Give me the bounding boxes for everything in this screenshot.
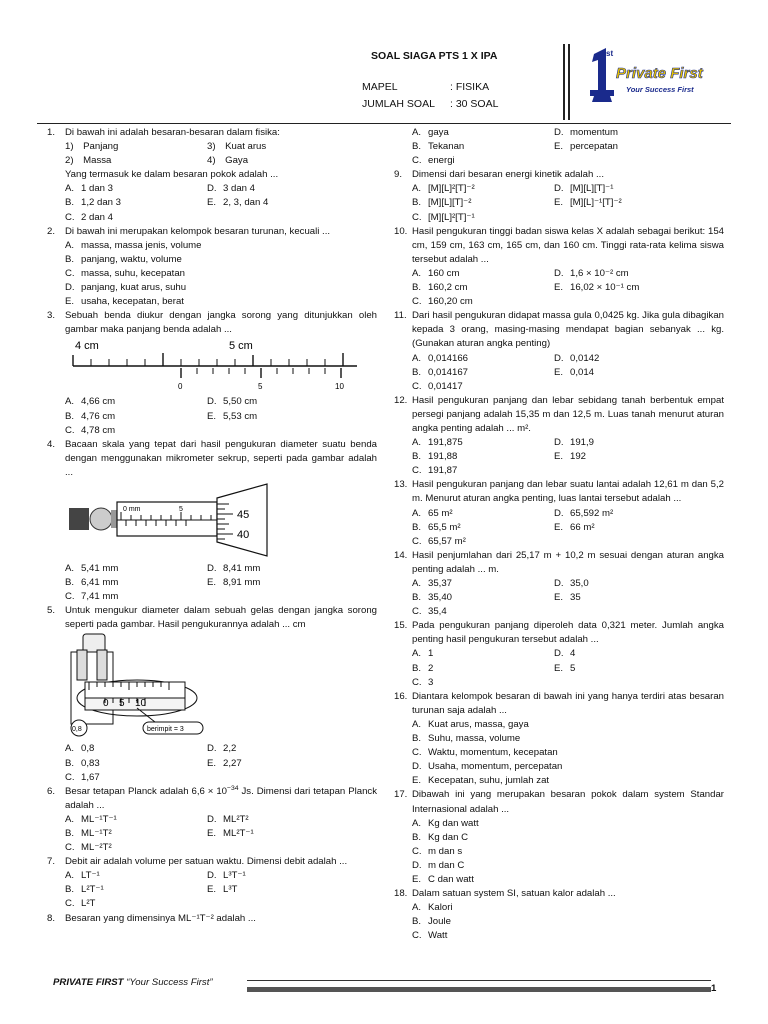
answer-option[interactable]: A. massa, massa jenis, volume — [65, 239, 202, 251]
list-item: 1) Panjang — [65, 141, 119, 153]
question-10 — [394, 225, 724, 310]
answer-option[interactable]: B. Tekanan — [412, 141, 465, 153]
answer-options — [65, 239, 377, 309]
answer-options — [412, 901, 724, 943]
svg-text:5: 5 — [119, 698, 125, 710]
answer-options — [412, 436, 724, 478]
question-text: Hasil pengukuran panjang dan lebar suatu lantai adalah 12,61 m dan 5,2 m. Menurut aturan angka penting, luas lantai tersebut adalah ... — [412, 479, 724, 505]
question-2 — [47, 225, 377, 310]
header-divider — [568, 44, 570, 120]
question-7 — [47, 855, 377, 911]
answer-option[interactable]: A. Kuat arus, massa, gaya — [412, 718, 529, 730]
answer-option[interactable]: A. Kalori — [412, 902, 453, 914]
answer-option[interactable]: B. 2 — [412, 662, 434, 674]
question-text: Dari hasil pengukuran didapat massa gula 0,0425 kg. Jika gula dibagikan kepada 3 orang, masing-masing mendapat bagian sebanyak ... kg. (Gunakan aturan angka penting) — [412, 310, 724, 350]
answer-option[interactable]: E. 192 — [554, 451, 587, 463]
answer-option[interactable]: A. 160 cm — [412, 267, 460, 279]
question-text: Dibawah ini yang merupakan besaran pokok dalam system Standar Internasional adalah ... — [412, 789, 724, 815]
answer-option[interactable]: C. 191,87 — [412, 465, 458, 477]
answer-options — [65, 395, 377, 437]
answer-option[interactable]: E. percepatan — [554, 141, 619, 153]
answer-option[interactable]: B. Kg dan C — [412, 831, 469, 843]
answer-options — [412, 718, 724, 788]
answer-option[interactable]: B. 0,83 — [65, 757, 100, 769]
answer-option[interactable]: E. 16,02 × 10⁻¹ cm — [554, 282, 640, 294]
question-8 — [47, 912, 377, 926]
question-text: Dimensi dari besaran energi kinetik adalah ... — [412, 169, 604, 181]
caliper-glass-icon — [65, 632, 215, 742]
question-number: 5. — [47, 605, 56, 617]
jumlah-soal-value: : 30 SOAL — [450, 98, 499, 110]
answer-option[interactable]: D. 0,0142 — [554, 352, 600, 364]
question-number: 1. — [47, 127, 56, 138]
svg-text:5: 5 — [179, 505, 183, 513]
question-number: 15. — [394, 620, 408, 632]
question-number: 17. — [394, 789, 408, 801]
question-number: 18. — [394, 888, 408, 900]
answer-option[interactable]: B. Suhu, massa, volume — [412, 733, 521, 745]
answer-option[interactable]: B. panjang, waktu, volume — [65, 253, 182, 265]
left-column — [47, 126, 377, 926]
question-number: 13. — [394, 479, 408, 491]
right-column — [394, 126, 724, 943]
question-8-options — [394, 126, 724, 168]
answer-option[interactable]: C. 0,01417 — [412, 380, 463, 392]
svg-text:4 cm: 4 cm — [75, 340, 99, 353]
answer-option[interactable]: B. 35,40 — [412, 592, 453, 604]
vernier-scale-icon — [65, 337, 365, 395]
answer-option[interactable]: D. 4 — [554, 648, 576, 660]
question-1 — [47, 126, 377, 225]
question-text: Hasil pengukuran tinggi badan siswa kelas X adalah sebagai berikut: 154 cm, 159 cm, 163 cm, 165 cm, dan 160 cm. Tinggi rata-rata kelima siswa tersebut adalah ... — [412, 225, 724, 265]
svg-text:10: 10 — [135, 698, 147, 710]
question-6 — [47, 785, 377, 855]
answer-option[interactable]: C. 7,41 mm — [65, 591, 119, 603]
answer-option[interactable]: B. Joule — [412, 916, 451, 928]
question-text: Di bawah ini merupakan kelompok besaran turunan, kecuali ... — [65, 225, 331, 237]
answer-options — [412, 817, 724, 887]
answer-option[interactable]: E. 5,53 cm — [207, 410, 258, 422]
logo-brand: Private First — [616, 65, 703, 82]
footer-rule — [247, 980, 711, 981]
answer-options — [412, 647, 724, 689]
answer-option[interactable]: C. 1,67 — [65, 771, 100, 783]
jumlah-soal-label: JUMLAH SOAL — [362, 98, 435, 110]
question-text: Bacaan skala yang tepat dari hasil pengukuran diameter suatu benda dengan menggunakan mikrometer sekrup, seperti pada gambar adalah ... — [65, 438, 377, 478]
answer-options — [412, 126, 724, 168]
item-list — [65, 140, 377, 168]
question-4 — [47, 438, 377, 605]
answer-option[interactable]: E. 2,27 — [207, 757, 242, 769]
question-15 — [394, 619, 724, 689]
answer-option[interactable]: C. 160,20 cm — [412, 296, 473, 308]
answer-option[interactable]: A. 0,014166 — [412, 352, 469, 364]
answer-option[interactable]: D. Usaha, momentum, percepatan — [412, 761, 563, 773]
answer-option[interactable]: E. 66 m² — [554, 521, 595, 533]
document-title: SOAL SIAGA PTS 1 X IPA — [371, 50, 498, 62]
footer-brand: PRIVATE FIRST “Your Success First” — [53, 977, 213, 988]
answer-option[interactable]: D. L³T⁻¹ — [207, 870, 246, 882]
answer-option[interactable]: A. gaya — [412, 127, 449, 138]
question-text: Besar tetapan Planck adalah $6,6 \times 10^{-34}$ Js. Dimensi dari tetapan Planck adalah ... — [65, 784, 377, 811]
answer-options — [65, 742, 377, 784]
question-number: 8. — [47, 912, 56, 924]
answer-option[interactable]: A. ML⁻¹T⁻¹ — [65, 813, 117, 825]
answer-option[interactable]: B. 191,88 — [412, 451, 458, 463]
svg-text:0,8: 0,8 — [72, 726, 82, 734]
vernier-caliper-figure — [65, 337, 377, 395]
answer-option[interactable]: B. 1,2 dan 3 — [65, 197, 122, 209]
answer-option[interactable]: D. 8,41 mm — [207, 562, 261, 574]
answer-option[interactable]: C. 4,78 cm — [65, 424, 116, 436]
answer-options — [65, 562, 377, 604]
svg-text:berimpit = 3: berimpit = 3 — [147, 726, 184, 734]
question-number: 7. — [47, 856, 56, 868]
answer-option[interactable]: E. 2, 3, dan 4 — [207, 197, 269, 209]
answer-option[interactable]: B. ML⁻¹T² — [65, 828, 112, 839]
answer-options — [412, 352, 724, 394]
question-text: Hasil penjumlahan dari 25,17 m + 10,2 m sesuai dengan aturan angka penting adalah ... m. — [412, 549, 724, 575]
question-text: Sebuah benda diukur dengan jangka sorong yang ditunjukkan oleh gambar maka panjang benda adalah ... — [65, 310, 377, 336]
answer-option[interactable]: D. 2,2 — [207, 743, 237, 755]
question-text: Besaran yang dimensinya ML⁻¹T⁻² adalah ... — [65, 912, 256, 924]
footer-rule — [247, 987, 711, 992]
answer-option[interactable]: C. 2 dan 4 — [65, 211, 114, 223]
question-11 — [394, 309, 724, 394]
answer-option[interactable]: D. 191,9 — [554, 437, 595, 449]
question-text: Di bawah ini adalah besaran-besaran dalam fisika: — [65, 127, 280, 138]
answer-option[interactable]: E. 35 — [554, 592, 581, 604]
answer-option[interactable]: B. 4,76 cm — [65, 410, 116, 422]
list-item: 4) Gaya — [207, 155, 249, 167]
question-5 — [47, 604, 377, 784]
answer-options — [412, 267, 724, 309]
answer-option[interactable]: C. 3 — [412, 676, 434, 688]
question-number: 2. — [47, 225, 56, 237]
answer-option[interactable]: E. ML²T⁻¹ — [207, 828, 254, 839]
answer-option[interactable]: E. Kecepatan, suhu, jumlah zat — [412, 775, 550, 787]
answer-option[interactable]: A. 35,37 — [412, 578, 453, 589]
answer-option[interactable]: D. 65,592 m² — [554, 507, 614, 519]
answer-option[interactable]: E. 8,91 mm — [207, 577, 261, 589]
question-text: Dalam satuan system SI, satuan kalor adalah ... — [412, 888, 616, 900]
answer-option[interactable]: B. 160,2 cm — [412, 282, 468, 294]
question-12 — [394, 394, 724, 479]
answer-option[interactable]: B. 6,41 mm — [65, 577, 119, 589]
answer-option[interactable]: C. ML⁻²T² — [65, 842, 112, 854]
question-text: Diantara kelompok besaran di bawah ini yang hanya terdiri atas besaran turunan saja adalah ... — [412, 690, 724, 716]
logo-suffix: st — [606, 49, 614, 58]
question-17 — [394, 788, 724, 887]
question-prompt: Yang termasuk ke dalam besaran pokok adalah ... — [65, 169, 279, 181]
question-number: 14. — [394, 549, 408, 561]
answer-option[interactable]: D. 3 dan 4 — [207, 183, 256, 195]
answer-options — [412, 182, 724, 224]
answer-option[interactable]: D. 35,0 — [554, 578, 589, 589]
answer-options — [65, 813, 377, 855]
question-number: 10. — [394, 225, 408, 237]
question-14 — [394, 549, 724, 619]
question-number: 3. — [47, 310, 56, 322]
svg-text:5: 5 — [258, 382, 263, 392]
question-number: 4. — [47, 438, 56, 450]
answer-option[interactable]: D. panjang, kuat arus, suhu — [65, 282, 187, 294]
answer-option[interactable]: A. Kg dan watt — [412, 817, 479, 829]
answer-option[interactable]: D. ML²T² — [207, 813, 249, 825]
answer-option[interactable]: A. 1 — [412, 648, 434, 660]
answer-option[interactable]: C. 65,57 m² — [412, 535, 466, 547]
page-number: 1 — [711, 983, 717, 994]
question-3 — [47, 309, 377, 437]
answer-option[interactable]: C. massa, suhu, kecepatan — [65, 267, 185, 279]
glass-caliper-figure — [65, 632, 377, 742]
answer-option[interactable]: C. energi — [412, 155, 455, 167]
answer-option[interactable]: C. Waktu, momentum, kecepatan — [412, 747, 558, 759]
list-item: 3) Kuat arus — [207, 141, 267, 153]
answer-option[interactable]: E. [M][L]⁻¹[T]⁻² — [554, 197, 622, 209]
answer-option[interactable]: E. 0,014 — [554, 366, 595, 378]
answer-option[interactable]: C. 35,4 — [412, 606, 447, 618]
svg-text:0 mm: 0 mm — [123, 505, 141, 513]
answer-option[interactable]: D. 5,50 cm — [207, 396, 258, 408]
list-item: 2) Massa — [65, 155, 112, 167]
answer-option[interactable]: D. m dan C — [412, 859, 465, 871]
answer-option[interactable]: C. m dan s — [412, 845, 463, 857]
svg-text:10: 10 — [335, 382, 344, 392]
question-number: 9. — [394, 169, 403, 181]
question-number: 6. — [47, 785, 56, 797]
svg-text:40: 40 — [237, 528, 250, 541]
question-number: 16. — [394, 690, 408, 702]
answer-option[interactable]: E. L³T — [207, 884, 238, 896]
answer-option[interactable]: C. L²T — [65, 898, 96, 910]
answer-option[interactable]: A. 65 m² — [412, 507, 453, 519]
question-number: 11. — [394, 310, 407, 322]
micrometer-figure — [65, 480, 377, 562]
answer-option[interactable]: A. 1 dan 3 — [65, 183, 114, 195]
answer-option[interactable]: D. [M][L][T]⁻¹ — [554, 183, 614, 195]
answer-option[interactable]: A. 191,875 — [412, 437, 463, 449]
svg-text:5 cm: 5 cm — [229, 340, 253, 353]
answer-option[interactable]: C. [M][L]²[T]⁻¹ — [412, 211, 475, 223]
question-number: 12. — [394, 394, 408, 406]
answer-option[interactable]: A. LT⁻¹ — [65, 870, 100, 882]
answer-option[interactable]: B. L²T⁻¹ — [65, 884, 104, 896]
question-text: Debit air adalah volume per satuan waktu. Dimensi debit adalah ... — [65, 856, 348, 868]
logo-tagline: Your Success First — [626, 85, 694, 94]
answer-options — [412, 507, 724, 549]
answer-options — [412, 577, 724, 619]
question-text: Hasil pengukuran panjang dan lebar sebidang tanah berbentuk empat persegi panjang adalah 15,35 m dan 12,5 m. Luas tanah menurut aturan angka penting adalah ... m². — [412, 394, 724, 434]
answer-option[interactable]: A. 4,66 cm — [65, 396, 116, 408]
answer-option[interactable]: C. Watt — [412, 930, 448, 942]
answer-option[interactable]: A. 5,41 mm — [65, 562, 119, 574]
micrometer-scale-icon — [65, 480, 275, 562]
svg-text:45: 45 — [237, 508, 250, 521]
private-first-logo — [586, 46, 716, 106]
answer-option[interactable]: A. 0,8 — [65, 743, 95, 755]
logo-mark-icon — [586, 46, 716, 106]
header-divider — [563, 44, 565, 120]
answer-option[interactable]: E. 5 — [554, 662, 576, 674]
header-rule — [37, 123, 731, 124]
answer-option[interactable]: E. usaha, kecepatan, berat — [65, 296, 184, 308]
answer-option[interactable]: A. [M][L]²[T]⁻² — [412, 183, 475, 195]
question-text: Pada pengukuran panjang diperoleh data 0,321 meter. Jumlah angka penting hasil pengukuran tersebut adalah ... — [412, 620, 724, 646]
answer-option[interactable]: B. [M][L][T]⁻² — [412, 197, 472, 209]
question-16 — [394, 690, 724, 789]
question-text: Untuk mengukur diameter dalam sebuah gelas dengan jangka sorong seperti pada gambar. Hasil pengukurannya adalah ... cm — [65, 605, 377, 631]
svg-text:0: 0 — [103, 698, 109, 710]
question-9 — [394, 168, 724, 224]
mapel-value: : FISIKA — [450, 81, 490, 93]
question-18 — [394, 887, 724, 943]
answer-option[interactable]: B. 65,5 m² — [412, 521, 461, 533]
question-13 — [394, 478, 724, 548]
answer-options — [65, 869, 377, 911]
svg-text:0: 0 — [178, 382, 183, 392]
answer-option[interactable]: E. C dan watt — [412, 873, 474, 885]
answer-option[interactable]: D. 1,6 × 10⁻² cm — [554, 267, 629, 279]
answer-option[interactable]: D. momentum — [554, 127, 618, 138]
answer-options — [65, 182, 377, 224]
mapel-label: MAPEL — [362, 81, 398, 93]
answer-option[interactable]: B. 0,014167 — [412, 366, 469, 378]
